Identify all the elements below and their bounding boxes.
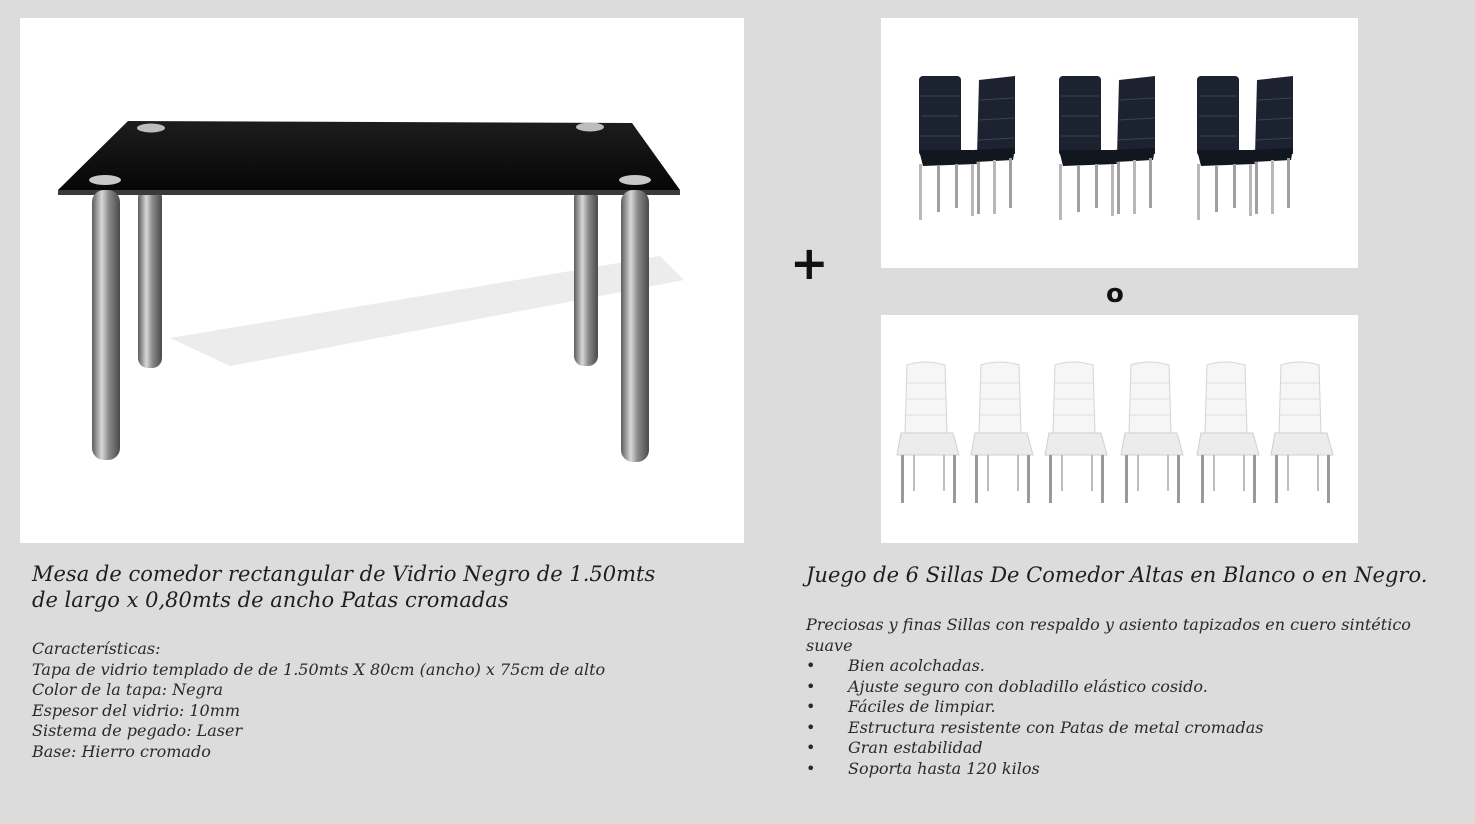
- feature-text: Ajuste seguro con dobladillo elástico cosido.: [848, 676, 1208, 696]
- feature-text: Estructura resistente con Patas de metal cromadas: [848, 717, 1264, 737]
- feature-text: Soporta hasta 120 kilos: [848, 758, 1040, 778]
- spec-line: Espesor del vidrio: 10mm: [32, 700, 241, 720]
- table-title-line: de largo x 0,80mts de ancho Patas cromadas: [32, 588, 509, 612]
- table-photo: [20, 18, 744, 543]
- white-chair: [897, 362, 959, 503]
- feature-item: [806, 759, 1461, 780]
- chairs-title: Juego de 6 Sillas De Comedor Altas en Blanco o en Negro.: [806, 563, 1428, 587]
- table-title: [32, 561, 732, 613]
- table-specs: [32, 639, 752, 762]
- spec-line: Tapa de vidrio templado de de 1.50mts X 80cm (ancho) x 75cm de alto: [32, 659, 606, 679]
- chairs-description: [806, 615, 1461, 779]
- spec-line: Sistema de pegado: Laser: [32, 721, 243, 740]
- feature-item: [806, 697, 1461, 718]
- bullet-icon: •: [806, 676, 816, 696]
- bullet-icon: •: [806, 717, 816, 737]
- black-chairs-illustration: [881, 18, 1358, 268]
- glass-table-illustration: [20, 18, 744, 543]
- table-title-line: Mesa de comedor rectangular de Vidrio Negro de 1.50mts: [32, 562, 656, 586]
- white-chairs-illustration: [881, 315, 1358, 543]
- feature-text: Bien acolchadas.: [848, 656, 985, 675]
- feature-item: [806, 677, 1461, 698]
- feature-text: Gran estabilidad: [848, 738, 983, 757]
- spec-line: Base: Hierro cromado: [32, 741, 211, 761]
- bullet-icon: •: [806, 758, 816, 778]
- or-separator: o: [1106, 279, 1124, 309]
- bullet-icon: •: [806, 656, 816, 675]
- feature-item: [806, 738, 1461, 759]
- chairs-intro: Preciosas y finas Sillas con respaldo y asiento tapizados en cuero sintético suave: [806, 615, 1411, 655]
- black-chair-pair: [919, 76, 1015, 220]
- feature-text: Fáciles de limpiar.: [848, 697, 996, 716]
- feature-item: [806, 656, 1461, 677]
- plus-symbol: +: [790, 236, 829, 290]
- black-chairs-photo: [881, 18, 1358, 268]
- spec-heading: Características:: [32, 639, 161, 658]
- white-chairs-photo: [881, 315, 1358, 543]
- feature-item: [806, 718, 1461, 739]
- bullet-icon: •: [806, 738, 816, 757]
- spec-line: Color de la tapa: Negra: [32, 680, 224, 699]
- bullet-icon: •: [806, 697, 816, 716]
